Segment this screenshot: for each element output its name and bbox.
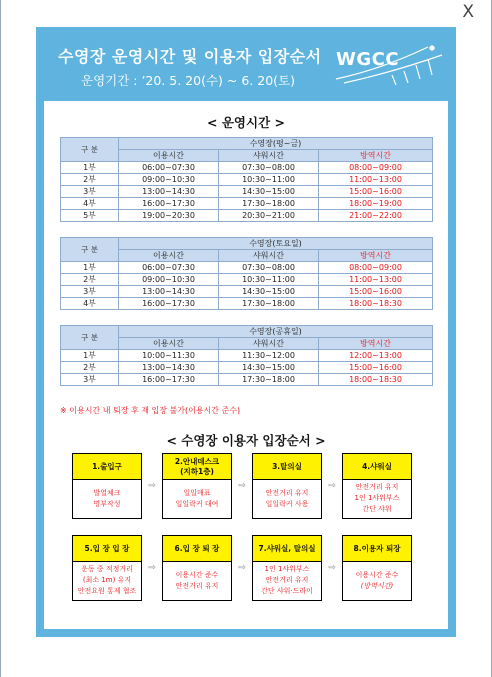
- session-label: 4부: [61, 298, 119, 310]
- table-row: [61, 298, 433, 310]
- schedule-table: [60, 325, 433, 386]
- step-description-line: 안전요원 통제 협조: [77, 587, 137, 595]
- step-description-line: 간단 샤워: [362, 505, 392, 513]
- time-cell: 14:30~15:00: [219, 286, 319, 298]
- time-cell: 16:00~17:30: [119, 298, 219, 310]
- time-cell: 09:00~10:30: [119, 174, 219, 186]
- column-header: 샤워시간: [219, 250, 319, 262]
- gubun-header: 구 분: [61, 326, 119, 350]
- time-cell: 11:00~13:00: [319, 274, 433, 286]
- arrow-right-icon: ⇨: [328, 563, 336, 573]
- notice-header: [36, 27, 456, 101]
- time-cell: 07:30~08:00: [219, 262, 319, 274]
- column-header: 이용시간: [119, 250, 219, 262]
- time-cell: 15:00~16:00: [319, 362, 433, 374]
- pool-group-header: 수영장(토요일): [119, 238, 433, 250]
- time-cell: 14:30~15:00: [219, 186, 319, 198]
- time-cell: 10:30~11:00: [219, 174, 319, 186]
- step-title: 7.샤워실, 탈의실: [253, 536, 321, 562]
- step-description-line: 발열체크: [93, 488, 121, 497]
- session-label: 2부: [61, 362, 119, 374]
- entry-order-heading: < 수영장 이용자 입장순서 >: [166, 433, 326, 448]
- column-header: 방역시간: [319, 150, 433, 162]
- time-cell: 13:00~14:30: [119, 362, 219, 374]
- step-title: 5.입 장 입 장: [73, 536, 141, 562]
- step-description-line: 운동 중 적정거리: [81, 565, 133, 573]
- step-description-line: 일일매표: [183, 488, 211, 497]
- time-cell: 13:00~14:30: [119, 286, 219, 298]
- step-description: [163, 480, 231, 517]
- time-cell: 10:00~11:30: [119, 350, 219, 362]
- pool-group-header: 수영장(공휴일): [119, 326, 433, 338]
- step-description: [343, 562, 411, 599]
- time-cell: 21:00~22:00: [319, 210, 433, 222]
- step-description-line: 이용시간 준수: [355, 570, 399, 579]
- time-cell: 08:00~09:00: [319, 262, 433, 274]
- column-header: 이용시간: [119, 338, 219, 350]
- gubun-header: 구 분: [61, 138, 119, 162]
- operating-hours-heading: < 운영시간 >: [207, 115, 285, 130]
- step-description-line: 안전거리 유지: [265, 576, 309, 584]
- step-card: [72, 453, 142, 519]
- reentry-notice: ※ 이용시간 내 퇴장 후 재 입장 불가(이용시간 준수): [60, 406, 241, 415]
- arrow-right-icon: ⇨: [238, 563, 246, 573]
- table-row: [61, 174, 433, 186]
- time-cell: 15:00~16:00: [319, 286, 433, 298]
- arrow-right-icon: ⇨: [148, 563, 156, 573]
- time-cell: 16:00~17:30: [119, 198, 219, 210]
- gubun-header: 구 분: [61, 238, 119, 262]
- session-label: 1부: [61, 350, 119, 362]
- step-card: [252, 453, 322, 519]
- table-row: [61, 350, 433, 362]
- time-cell: 09:00~10:30: [119, 274, 219, 286]
- arrow-right-icon: ⇨: [148, 481, 156, 491]
- time-cell: 16:00~17:30: [119, 374, 219, 386]
- time-cell: 17:30~18:00: [219, 374, 319, 386]
- step-description-line: 안전거리 유지: [175, 581, 219, 590]
- step-card: [162, 453, 232, 519]
- session-label: 2부: [61, 274, 119, 286]
- time-cell: 17:30~18:00: [219, 198, 319, 210]
- step-description-line: (최소 1m) 유지: [82, 576, 132, 584]
- step-description-line: 안전거리 유지: [355, 483, 399, 491]
- session-label: 4부: [61, 198, 119, 210]
- time-cell: 19:00~20:30: [119, 210, 219, 222]
- step-description: [163, 562, 231, 599]
- time-cell: 11:30~12:00: [219, 350, 319, 362]
- step-description: [73, 562, 141, 599]
- step-title: 6.입 장 퇴 장: [163, 536, 231, 562]
- time-cell: 20:30~21:00: [219, 210, 319, 222]
- time-cell: 06:00~07:30: [119, 162, 219, 174]
- step-title: 3.탈의실: [253, 454, 321, 480]
- step-card: [162, 535, 232, 601]
- step-card: [252, 535, 322, 601]
- time-cell: 12:00~13:00: [319, 350, 433, 362]
- step-description: [253, 562, 321, 599]
- notice-title: 수영장 운영시간 및 이용자 입장순서: [58, 47, 322, 66]
- step-description: [253, 480, 321, 517]
- arrow-right-icon: ⇨: [328, 481, 336, 491]
- time-cell: 17:30~18:00: [219, 298, 319, 310]
- session-label: 3부: [61, 286, 119, 298]
- time-cell: 11:00~13:00: [319, 174, 433, 186]
- session-label: 5부: [61, 210, 119, 222]
- step-description-line: 안전거리 유지: [265, 488, 309, 497]
- step-description: [343, 480, 411, 517]
- step-description-line: (방역시간): [360, 581, 394, 590]
- time-cell: 18:00~18:30: [319, 298, 433, 310]
- time-cell: 06:00~07:30: [119, 262, 219, 274]
- table-row: [61, 274, 433, 286]
- table-row: [61, 210, 433, 222]
- table-row: [61, 362, 433, 374]
- table-row: [61, 262, 433, 274]
- column-header: 방역시간: [319, 338, 433, 350]
- step-card: [72, 535, 142, 601]
- step-description-line: 간단 샤워·드라이: [261, 587, 313, 595]
- session-label: 2부: [61, 174, 119, 186]
- session-label: 3부: [61, 186, 119, 198]
- pool-group-header: 수영장(평~금): [119, 138, 433, 150]
- table-row: [61, 286, 433, 298]
- logo-text: WGCC: [336, 49, 400, 70]
- column-header: 샤워시간: [219, 150, 319, 162]
- step-description-line: 1인 1샤워부스: [264, 565, 310, 573]
- table-row: [61, 162, 433, 174]
- arrow-right-icon: ⇨: [238, 481, 246, 491]
- step-title: 2.안내데스크 (지하1층): [163, 454, 231, 480]
- step-description-line: 명부작성: [93, 499, 121, 508]
- time-cell: 18:00~19:00: [319, 198, 433, 210]
- session-label: 1부: [61, 162, 119, 174]
- time-cell: 13:00~14:30: [119, 186, 219, 198]
- notice-banner: [36, 27, 456, 637]
- time-cell: 14:30~15:00: [219, 362, 319, 374]
- step-description-line: 일일락커 대여: [175, 499, 219, 508]
- table-row: [61, 374, 433, 386]
- time-cell: 10:30~11:00: [219, 274, 319, 286]
- column-header: 샤워시간: [219, 338, 319, 350]
- time-cell: 07:30~08:00: [219, 162, 319, 174]
- table-row: [61, 186, 433, 198]
- step-description: [73, 480, 141, 517]
- step-description-line: 일일락커 사용: [265, 499, 309, 508]
- operation-period: 운영기간 : ’20. 5. 20(수) ~ 6. 20(토): [81, 73, 295, 88]
- session-label: 3부: [61, 374, 119, 386]
- wgcc-logo: [332, 39, 450, 89]
- time-cell: 08:00~09:00: [319, 162, 433, 174]
- step-title: 1.출입구: [73, 454, 141, 480]
- step-description-line: 1인 1샤워부스: [354, 494, 400, 502]
- schedule-table: [60, 137, 433, 222]
- notice-content: [44, 101, 448, 629]
- column-header: 이용시간: [119, 150, 219, 162]
- time-cell: 15:00~16:00: [319, 186, 433, 198]
- close-button[interactable]: X: [462, 2, 474, 22]
- step-title: 4.샤워실: [343, 454, 411, 480]
- session-label: 1부: [61, 262, 119, 274]
- step-card: [342, 453, 412, 519]
- time-cell: 18:00~18:30: [319, 374, 433, 386]
- column-header: 방역시간: [319, 250, 433, 262]
- step-card: [342, 535, 412, 601]
- step-description-line: 이용시간 준수: [175, 570, 219, 579]
- step-title: 8.이용자 퇴장: [343, 536, 411, 562]
- schedule-table: [60, 237, 433, 310]
- table-row: [61, 198, 433, 210]
